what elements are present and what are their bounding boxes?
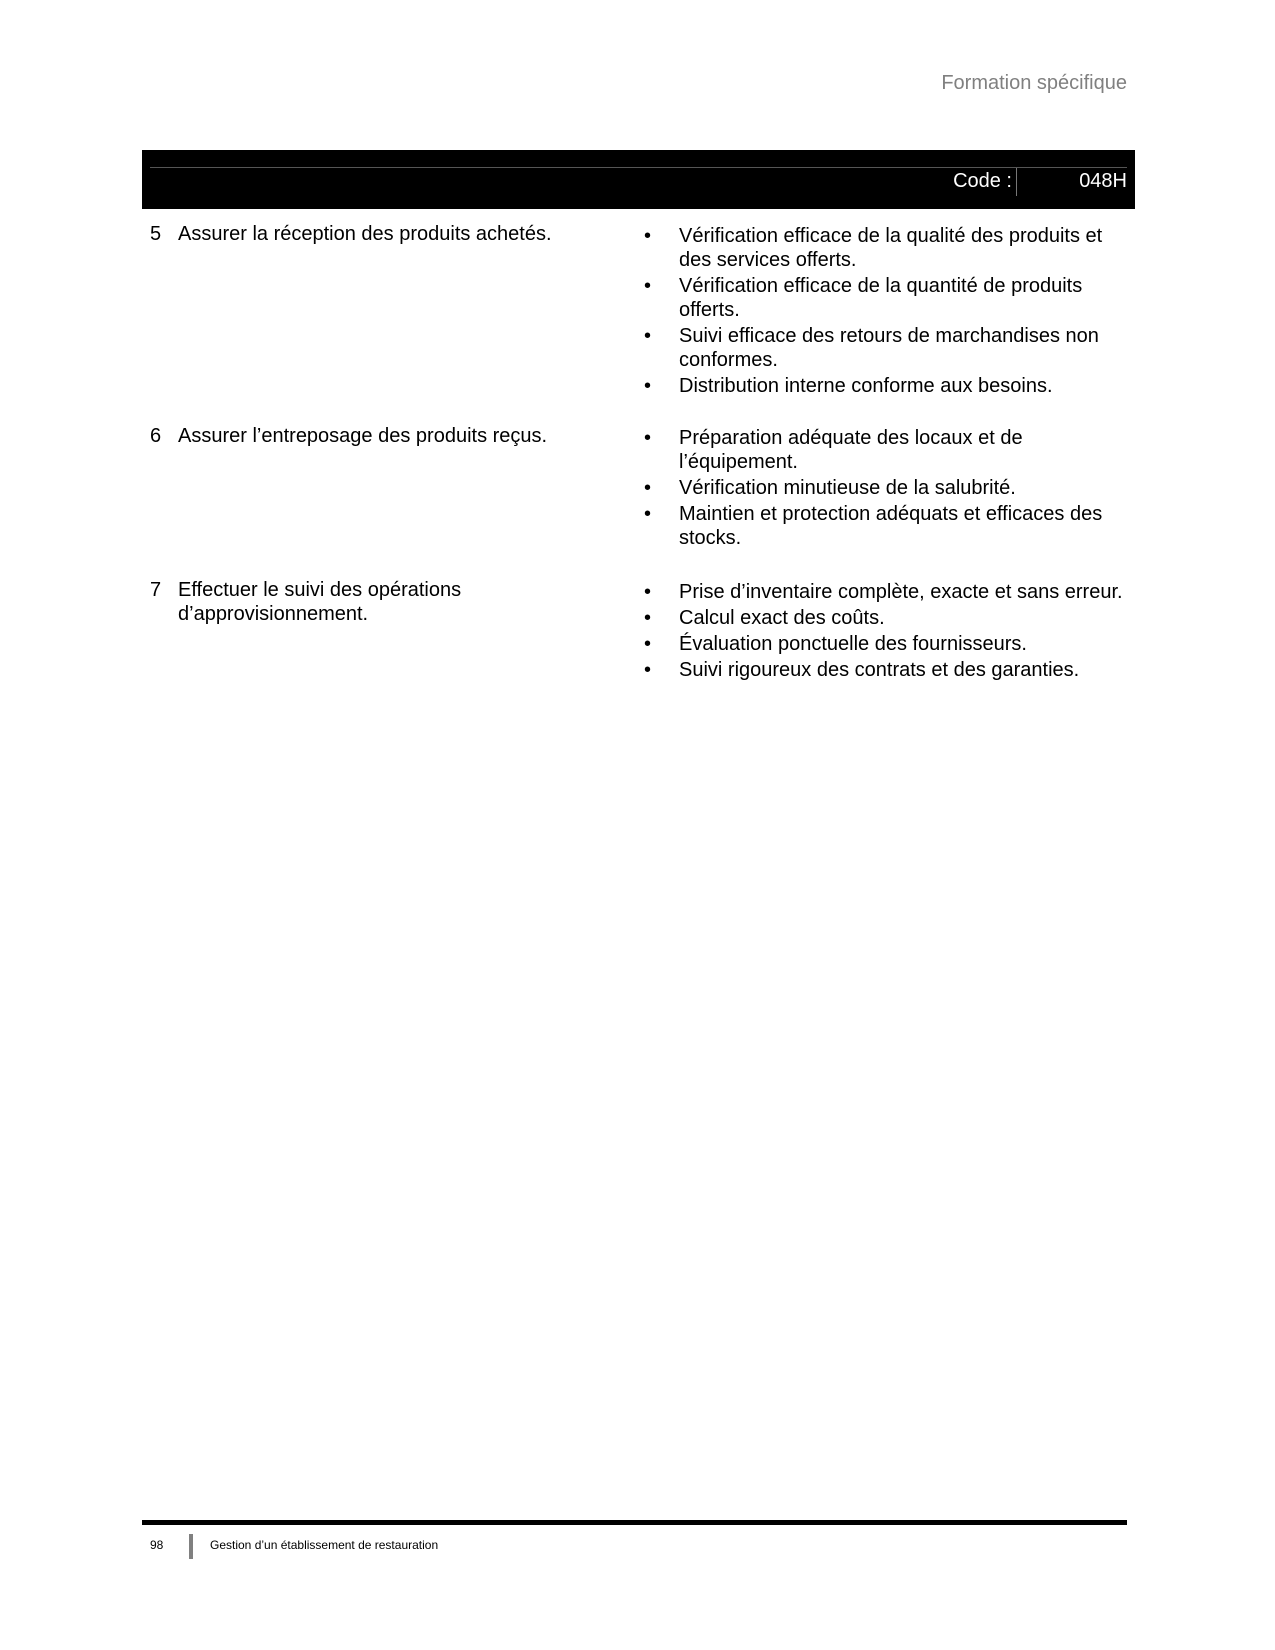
competence-table (142, 222, 1135, 706)
competence-statement-cell (142, 222, 640, 398)
bullet-icon: • (644, 375, 652, 397)
bullet-icon: • (644, 659, 652, 681)
competence-statement-cell (142, 578, 640, 682)
bullet-icon: • (644, 607, 652, 629)
code-bar (142, 150, 1135, 209)
code-label: Code : (953, 168, 1017, 196)
footer-rule (142, 1520, 1127, 1525)
criterion-text: Suivi efficace des retours de marchandises non conformes. (679, 325, 1099, 371)
criterion-item (640, 606, 1135, 630)
criterion-text: Préparation adéquate des locaux et de l’équipement. (679, 427, 1023, 473)
competence-number: 6 (150, 425, 162, 447)
bullet-icon: • (644, 581, 652, 603)
bullet-icon: • (644, 633, 652, 655)
bullet-icon: • (644, 325, 652, 347)
code-value: 048H (1079, 170, 1127, 192)
criterion-item (640, 658, 1135, 682)
competence-row-6 (142, 424, 1135, 550)
criterion-text: Vérification minutieuse de la salubrité. (679, 477, 1016, 499)
bullet-icon: • (644, 503, 652, 525)
competence-row-7 (142, 578, 1135, 682)
bullet-icon: • (644, 477, 652, 499)
criterion-item (640, 374, 1135, 398)
page-number: 98 (150, 1538, 164, 1552)
criteria-list (640, 424, 1135, 550)
running-header: Formation spécifique (941, 72, 1127, 94)
competence-row-5 (142, 222, 1135, 398)
criterion-item (640, 476, 1135, 500)
criterion-text: Vérification efficace de la qualité des produits et des services offerts. (679, 225, 1103, 271)
criterion-item (640, 324, 1135, 372)
criterion-item (640, 224, 1135, 272)
criterion-item (640, 632, 1135, 656)
competence-statement: Assurer l’entreposage des produits reçus. (178, 425, 548, 447)
footer-separator (189, 1534, 193, 1559)
criterion-text: Calcul exact des coûts. (679, 607, 885, 629)
criterion-text: Prise d’inventaire complète, exacte et sans erreur. (679, 581, 1123, 603)
bullet-icon: • (644, 427, 652, 449)
criterion-text: Maintien et protection adéquats et efficaces des stocks. (679, 503, 1103, 549)
criterion-item (640, 426, 1135, 474)
criterion-item (640, 580, 1135, 604)
criterion-text: Évaluation ponctuelle des fournisseurs. (679, 633, 1027, 655)
competence-statement: Effectuer le suivi des opérations d’approvisionnement. (178, 579, 462, 625)
competence-statement-cell (142, 424, 640, 550)
bullet-icon: • (644, 275, 652, 297)
footer-title: Gestion d’un établissement de restauration (210, 1538, 439, 1552)
criterion-text: Vérification efficace de la quantité de produits offerts. (679, 275, 1083, 321)
bullet-icon: • (644, 225, 652, 247)
competence-statement: Assurer la réception des produits achetés. (178, 223, 552, 245)
competence-number: 5 (150, 223, 162, 245)
competence-number: 7 (150, 579, 162, 601)
criterion-item (640, 502, 1135, 550)
criterion-item (640, 274, 1135, 322)
criteria-list (640, 222, 1135, 398)
criterion-text: Distribution interne conforme aux besoins. (679, 375, 1053, 397)
criteria-list (640, 578, 1135, 682)
criterion-text: Suivi rigoureux des contrats et des garanties. (679, 659, 1080, 681)
